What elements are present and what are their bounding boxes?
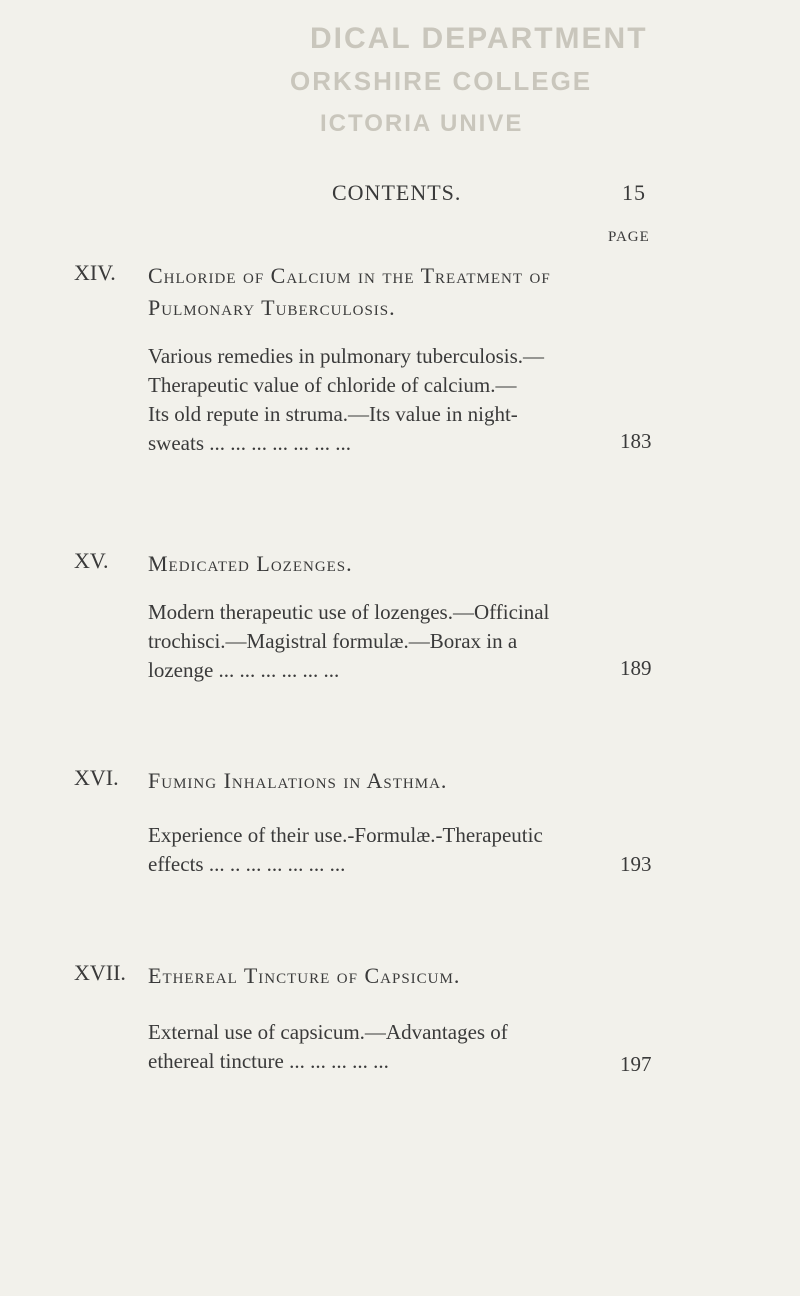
page-reference: 193 [620, 852, 652, 876]
chapter-heading: Fuming Inhalations in Asthma. [148, 768, 448, 793]
summary-line: External use of capsicum.—Advantages of [148, 1020, 508, 1044]
summary-line: Various remedies in pulmonary tuberculosis.— [148, 344, 545, 368]
page-number: 15 [622, 180, 646, 205]
page-reference: 197 [620, 1052, 652, 1076]
summary-line: sweats ... ... ... ... ... ... ... [148, 431, 351, 455]
chapter-number: XV. [74, 548, 109, 573]
summary-line: lozenge ... ... ... ... ... ... [148, 658, 340, 682]
chapter-heading: Chloride of Calcium in the Treatment of Pulmonary Tuberculosis. [148, 263, 551, 320]
summary-line: effects ... .. ... ... ... ... ... [148, 852, 346, 876]
chapter-heading: Ethereal Tincture of Capsicum. [148, 963, 461, 988]
chapter-number: XVII. [74, 960, 126, 985]
running-head [0, 180, 800, 220]
summary-line: Its old repute in struma.—Its value in night- [148, 402, 518, 426]
stamp-line: DICAL DEPARTMENT [310, 22, 648, 55]
library-stamp [290, 22, 648, 147]
summary-line: trochisci.—Magistral formulæ.—Borax in a [148, 629, 518, 653]
summary-line: Experience of their use.-Formulæ.-Therapeutic [148, 823, 543, 847]
chapter-number: XIV. [74, 260, 116, 285]
stamp-line: ICTORIA UNIVE [320, 110, 524, 137]
chapter-summary [148, 821, 608, 879]
summary-line: Therapeutic value of chloride of calcium.— [148, 373, 517, 397]
summary-line: Modern therapeutic use of lozenges.—Officinal [148, 600, 550, 624]
page-title: CONTENTS. [332, 180, 462, 205]
page-column-label: PAGE [608, 229, 650, 245]
chapter-heading: Medicated Lozenges. [148, 551, 353, 576]
chapter-summary [148, 342, 608, 458]
chapter-summary [148, 598, 608, 685]
page-reference: 183 [620, 429, 652, 453]
stamp-line: ORKSHIRE COLLEGE [290, 66, 593, 96]
chapter-summary [148, 1018, 608, 1076]
page-reference: 189 [620, 656, 652, 680]
chapter-number: XVI. [74, 765, 119, 790]
summary-line: ethereal tincture ... ... ... ... ... [148, 1049, 389, 1073]
